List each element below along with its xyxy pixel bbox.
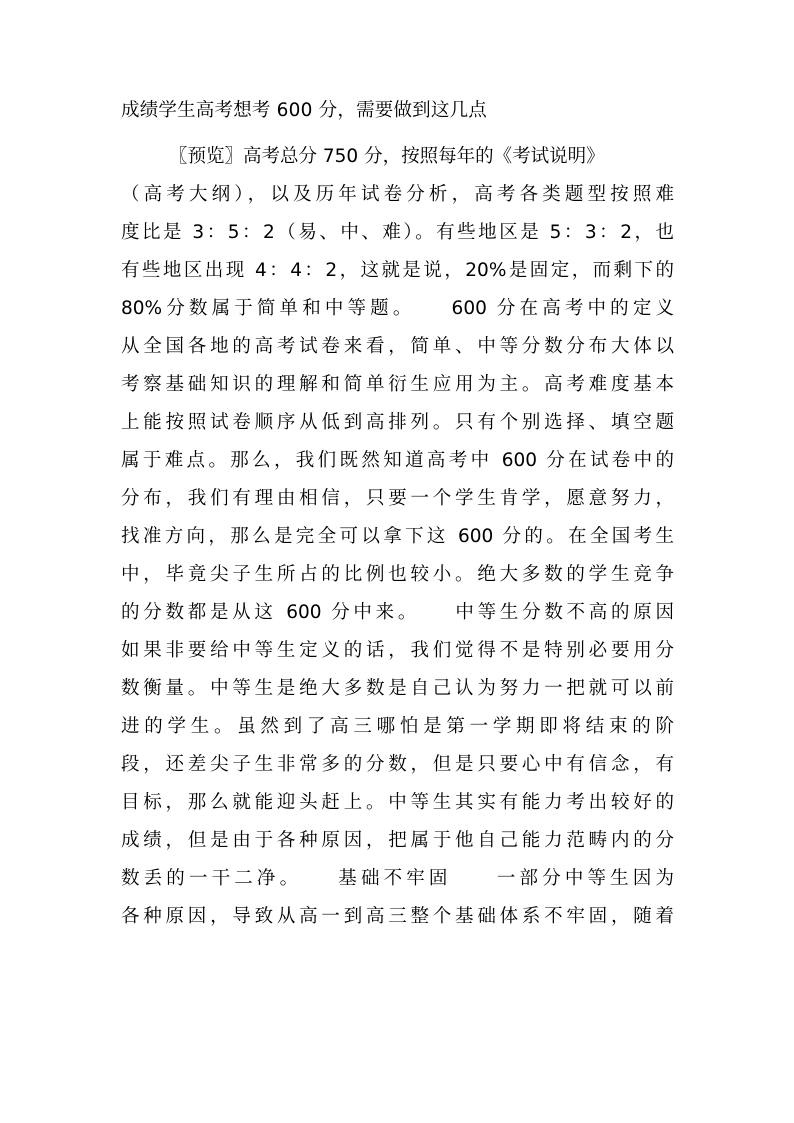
paragraph-line: 各种原因，导致从高一到高三整个基础体系不牢固，随着 bbox=[121, 906, 674, 927]
paragraph-line: 段，还差尖子生非常多的分数，但是只要心中有信念，有 bbox=[121, 754, 674, 775]
paragraph-line: 如果非要给中等生定义的话，我们觉得不是特别必要用分 bbox=[121, 640, 674, 661]
paragraph-line: 有些地区出现 4：4：2，这就是说，20%是固定，而剩下的 bbox=[121, 260, 674, 281]
paragraph-line: 考察基础知识的理解和简单衍生应用为主。高考难度基本 bbox=[121, 374, 674, 395]
paragraph-line: 80%分数属于简单和中等题。 600 分在高考中的定义 bbox=[121, 298, 674, 319]
paragraph-line: 数衡量。中等生是绝大多数是自己认为努力一把就可以前 bbox=[121, 678, 674, 699]
document-body bbox=[121, 142, 674, 940]
paragraph-line: 属于难点。那么，我们既然知道高考中 600 分在试卷中的 bbox=[121, 450, 674, 471]
paragraph-line: 度比是 3：5：2（易、中、难）。有些地区是 5：3：2，也 bbox=[121, 222, 674, 243]
paragraph-line: 找准方向，那么是完全可以拿下这 600 分的。在全国考生 bbox=[121, 526, 674, 547]
paragraph-line: 中，毕竟尖子生所占的比例也较小。绝大多数的学生竞争 bbox=[121, 564, 674, 585]
paragraph-line: 分布，我们有理由相信，只要一个学生肯学，愿意努力， bbox=[121, 488, 674, 509]
document-title: 成绩学生高考想考 600 分，需要做到这几点 bbox=[121, 100, 487, 121]
paragraph-line: 成绩，但是由于各种原因，把属于他自己能力范畴内的分 bbox=[121, 830, 674, 851]
paragraph-line: 进的学生。虽然到了高三哪怕是第一学期即将结束的阶 bbox=[121, 716, 674, 737]
paragraph-line: 从全国各地的高考试卷来看，简单、中等分数分布大体以 bbox=[121, 336, 674, 357]
paragraph-line: 〖预览〗高考总分 750 分，按照每年的《考试说明》 bbox=[169, 146, 605, 167]
paragraph-line: 目标，那么就能迎头赶上。中等生其实有能力考出较好的 bbox=[121, 792, 674, 813]
paragraph-line: （高考大纲），以及历年试卷分析，高考各类题型按照难 bbox=[121, 184, 674, 205]
paragraph-line: 上能按照试卷顺序从低到高排列。只有个别选择、填空题 bbox=[121, 412, 674, 433]
paragraph-line: 数丢的一干二净。 基础不牢固 一部分中等生因为 bbox=[121, 868, 674, 889]
paragraph-line: 的分数都是从这 600 分中来。 中等生分数不高的原因 bbox=[121, 602, 674, 623]
